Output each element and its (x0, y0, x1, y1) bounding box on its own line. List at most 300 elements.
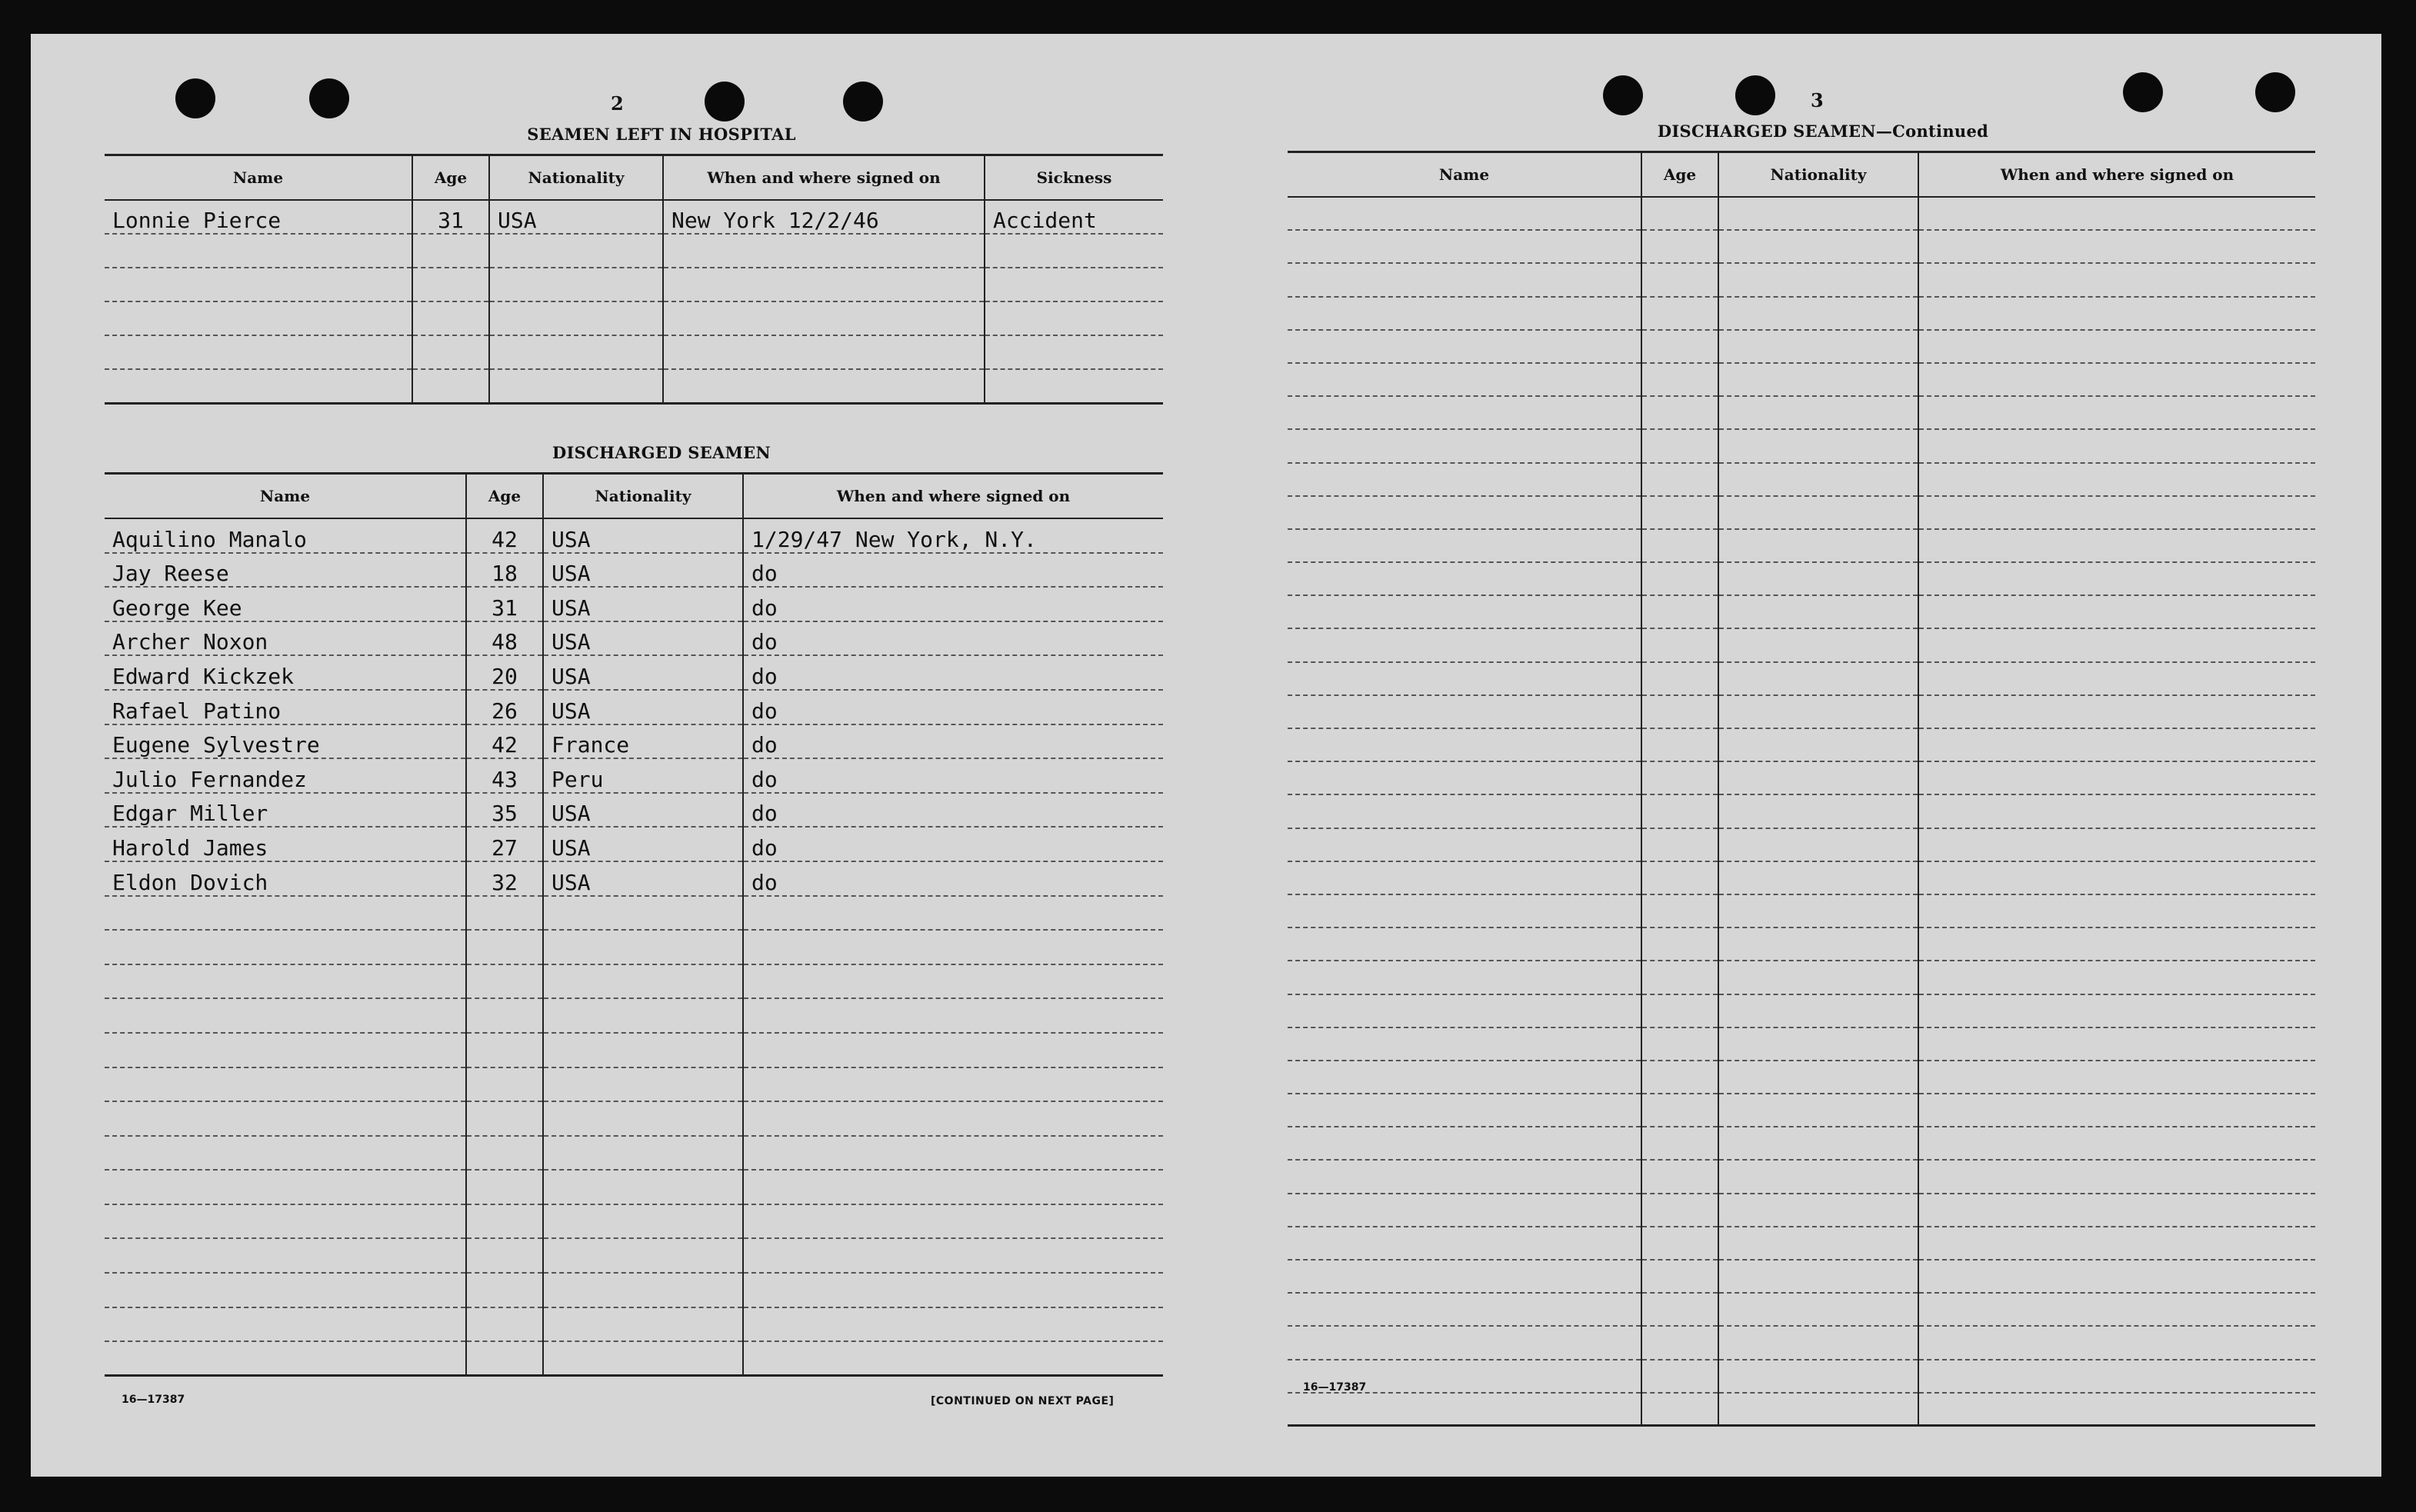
discharged-cell (543, 1101, 743, 1136)
continued-cell (1918, 1360, 2315, 1393)
table-row (105, 861, 1163, 896)
table-row (1288, 1061, 2315, 1094)
discharged-cell (743, 1204, 1163, 1239)
left-page (31, 34, 1185, 1477)
continued-cell (1288, 330, 1641, 363)
continued-cell (1918, 396, 2315, 429)
continued-cell (1918, 197, 2315, 230)
discharged-cell: USA (543, 827, 743, 861)
discharged-cell (466, 1136, 543, 1171)
continued-cell (1718, 463, 1918, 496)
discharged-cell: do (743, 553, 1163, 588)
continued-cell (1718, 396, 1918, 429)
discharged-cell (743, 998, 1163, 1033)
punch-hole (175, 78, 215, 118)
table-row (105, 553, 1163, 588)
discharged-cell: USA (543, 587, 743, 621)
discharged-cell: do (743, 621, 1163, 656)
discharged-cell (543, 1033, 743, 1067)
table-row (1288, 1027, 2315, 1061)
hospital-cell: Lonnie Pierce (105, 200, 412, 234)
table-row (105, 930, 1163, 964)
discharged-cell (105, 998, 466, 1033)
continued-cell (1288, 1094, 1641, 1127)
discharged-cell: 20 (466, 655, 543, 690)
continued-cell (1718, 297, 1918, 330)
continued-cell (1641, 529, 1718, 562)
continued-cell (1718, 1061, 1918, 1094)
discharged-cell: USA (543, 553, 743, 588)
continued-cell (1918, 263, 2315, 296)
continued-cell (1288, 1061, 1641, 1094)
continued-cell (1288, 1160, 1641, 1193)
discharged-cell: do (743, 655, 1163, 690)
continued-cell (1718, 1326, 1918, 1359)
continued-header-row (1288, 152, 2315, 198)
continued-cell (1918, 1061, 2315, 1094)
hospital-cell (412, 234, 489, 268)
discharged-cell (543, 998, 743, 1033)
discharged-cell (466, 1170, 543, 1204)
continued-cell (1641, 928, 1718, 961)
table-row (105, 1101, 1163, 1136)
table-row (1288, 429, 2315, 462)
hospital-cell (105, 301, 412, 335)
discharged-cell: USA (543, 621, 743, 656)
discharged-cell: Eugene Sylvestre (105, 724, 466, 759)
continued-cell (1918, 861, 2315, 894)
table-row (1288, 894, 2315, 928)
discharged-cell: 27 (466, 827, 543, 861)
table-row (105, 1170, 1163, 1204)
page-number: 3 (1811, 89, 1824, 112)
continued-cell (1718, 429, 1918, 462)
continued-cell (1918, 595, 2315, 628)
hospital-cell (489, 234, 663, 268)
continued-cell (1718, 728, 1918, 761)
continued-cell (1288, 1260, 1641, 1293)
continued-cell (1718, 794, 1918, 828)
continued-cell (1641, 1160, 1718, 1193)
hospital-cell (412, 369, 489, 403)
continued-cell (1641, 761, 1718, 794)
discharged-cell (466, 1204, 543, 1239)
table-row (105, 1307, 1163, 1342)
discharged-cell (105, 896, 466, 931)
discharged-cell: 42 (466, 724, 543, 759)
continued-cell (1288, 994, 1641, 1027)
discharged-cell: Harold James (105, 827, 466, 861)
continued-cell (1918, 1260, 2315, 1293)
discharged-cell (743, 896, 1163, 931)
discharged-cell (466, 998, 543, 1033)
punch-hole (1735, 75, 1775, 115)
hospital-cell (985, 234, 1163, 268)
discharged-cell: do (743, 724, 1163, 759)
form-number: 16—17387 (122, 1394, 185, 1406)
continued-cell (1288, 961, 1641, 994)
discharged-cell: do (743, 793, 1163, 828)
continued-cell (1918, 662, 2315, 695)
continued-cell (1641, 1027, 1718, 1061)
continued-cell (1288, 197, 1641, 230)
discharged-cell (105, 964, 466, 999)
continued-cell (1288, 828, 1641, 861)
discharged-cell (105, 1273, 466, 1307)
table-row (105, 964, 1163, 999)
discharged-cell (743, 1238, 1163, 1273)
continued-cell (1288, 595, 1641, 628)
continued-cell (1718, 695, 1918, 728)
discharged-cell (105, 1033, 466, 1067)
continued-cell (1641, 1061, 1718, 1094)
continued-cell (1918, 994, 2315, 1027)
table-row (105, 369, 1163, 403)
table-row (105, 621, 1163, 656)
hospital-cell: Accident (985, 200, 1163, 234)
discharged-cell (466, 896, 543, 931)
continued-header-2: Nationality (1718, 152, 1918, 198)
continued-cell (1718, 1160, 1918, 1193)
discharged-cell: Rafael Patino (105, 690, 466, 724)
continued-cell (1718, 861, 1918, 894)
page-number: 2 (611, 92, 624, 115)
hospital-cell (412, 335, 489, 369)
punch-hole (2255, 72, 2295, 112)
hospital-cell: 31 (412, 200, 489, 234)
hospital-cell (412, 268, 489, 301)
table-row (1288, 628, 2315, 661)
continued-cell (1718, 894, 1918, 928)
title-suffix: —Continued (1875, 122, 1989, 141)
continued-cell (1918, 761, 2315, 794)
discharged-cell: 43 (466, 758, 543, 793)
continued-cell (1918, 894, 2315, 928)
continued-cell (1641, 728, 1718, 761)
discharged-header-row (105, 474, 1163, 519)
discharged-cell (105, 1204, 466, 1239)
continued-cell (1918, 297, 2315, 330)
hospital-header-0: Name (105, 155, 412, 201)
continued-cell (1918, 728, 2315, 761)
continued-cell (1288, 529, 1641, 562)
continued-header-1: Age (1641, 152, 1718, 198)
continued-cell (1288, 496, 1641, 529)
title-main: DISCHARGED SEAMEN (1657, 122, 1876, 141)
hospital-cell (489, 268, 663, 301)
discharged-cell (543, 964, 743, 999)
table-row (105, 1204, 1163, 1239)
continued-cell (1288, 1326, 1641, 1359)
table-row (1288, 1127, 2315, 1160)
discharged-header-0: Name (105, 474, 466, 519)
discharged-header-3: When and where signed on (743, 474, 1163, 519)
table-row (105, 1341, 1163, 1376)
table-row (1288, 197, 2315, 230)
hospital-header-row (105, 155, 1163, 201)
continued-cell (1641, 1094, 1718, 1127)
continued-cell (1718, 529, 1918, 562)
continued-cell (1641, 330, 1718, 363)
continued-cell (1288, 429, 1641, 462)
table-row (1288, 1393, 2315, 1426)
hospital-cell (985, 268, 1163, 301)
table-row (1288, 1094, 2315, 1127)
discharged-cell: do (743, 758, 1163, 793)
discharged-cell (105, 1341, 466, 1376)
discharged-cell (743, 1341, 1163, 1376)
table-row (1288, 1260, 2315, 1293)
discharged-cell: do (743, 861, 1163, 896)
hospital-table (105, 154, 1163, 405)
discharged-cell (743, 1136, 1163, 1171)
hospital-cell (663, 268, 985, 301)
continued-cell (1641, 662, 1718, 695)
discharged-cell: Edgar Miller (105, 793, 466, 828)
hospital-header-3: When and where signed on (663, 155, 985, 201)
continued-cell (1641, 794, 1718, 828)
discharged-cell (543, 930, 743, 964)
table-row (105, 758, 1163, 793)
continued-cell (1288, 1127, 1641, 1160)
discharged-section-title: DISCHARGED SEAMEN (552, 443, 771, 462)
continued-cell (1288, 1027, 1641, 1061)
hospital-cell (663, 335, 985, 369)
hospital-cell (412, 301, 489, 335)
continued-cell (1641, 429, 1718, 462)
continued-cell (1641, 1227, 1718, 1260)
continued-cell (1718, 263, 1918, 296)
table-row (1288, 595, 2315, 628)
continued-cell (1718, 562, 1918, 595)
discharged-cell: USA (543, 861, 743, 896)
continued-cell (1918, 695, 2315, 728)
continued-cell (1718, 496, 1918, 529)
table-row (1288, 994, 2315, 1027)
discharged-cell (466, 1238, 543, 1273)
discharged-cell (105, 1307, 466, 1342)
discharged-cell (543, 1204, 743, 1239)
hospital-cell (663, 234, 985, 268)
discharged-cell: Julio Fernandez (105, 758, 466, 793)
discharged-cell: 42 (466, 518, 543, 553)
continued-cell (1641, 197, 1718, 230)
table-row (1288, 695, 2315, 728)
discharged-table (105, 472, 1163, 1377)
continued-cell (1718, 1227, 1918, 1260)
discharged-cell: Peru (543, 758, 743, 793)
table-row (105, 1033, 1163, 1067)
continued-cell (1641, 861, 1718, 894)
discharged-cell (105, 1067, 466, 1102)
continued-cell (1718, 961, 1918, 994)
table-row (1288, 761, 2315, 794)
continued-cell (1918, 1127, 2315, 1160)
table-row (105, 518, 1163, 553)
continued-cell (1288, 463, 1641, 496)
discharged-cell: do (743, 827, 1163, 861)
table-row (105, 234, 1163, 268)
discharged-cell: Eldon Dovich (105, 861, 466, 896)
punch-hole (843, 82, 883, 122)
discharged-cell: George Kee (105, 587, 466, 621)
scanned-sheet (31, 34, 2381, 1477)
table-row (1288, 396, 2315, 429)
table-row (1288, 928, 2315, 961)
continued-cell (1918, 330, 2315, 363)
continued-cell (1918, 628, 2315, 661)
table-row (1288, 828, 2315, 861)
table-row (105, 1136, 1163, 1171)
continued-cell (1918, 562, 2315, 595)
discharged-cell: France (543, 724, 743, 759)
discharged-cell: USA (543, 793, 743, 828)
table-row (1288, 1293, 2315, 1326)
table-row (105, 268, 1163, 301)
table-row (1288, 794, 2315, 828)
hospital-cell: New York 12/2/46 (663, 200, 985, 234)
continued-cell (1288, 1227, 1641, 1260)
table-row (105, 1067, 1163, 1102)
continued-cell (1718, 1293, 1918, 1326)
continued-cell (1718, 994, 1918, 1027)
continued-cell (1641, 828, 1718, 861)
discharged-cell (543, 1170, 743, 1204)
continued-cell (1918, 1227, 2315, 1260)
discharged-cell (743, 1273, 1163, 1307)
discharged-cell: USA (543, 690, 743, 724)
continued-cell (1718, 363, 1918, 396)
continued-cell (1918, 1094, 2315, 1127)
continued-cell (1288, 1293, 1641, 1326)
hospital-header-1: Age (412, 155, 489, 201)
continued-cell (1918, 928, 2315, 961)
table-row (1288, 1160, 2315, 1193)
hospital-cell (985, 335, 1163, 369)
table-row (105, 998, 1163, 1033)
discharged-continued-table (1288, 151, 2315, 1427)
continued-cell (1918, 529, 2315, 562)
discharged-cell (466, 1033, 543, 1067)
continued-cell (1288, 728, 1641, 761)
discharged-cell: 26 (466, 690, 543, 724)
hospital-cell (105, 335, 412, 369)
hospital-header-4: Sickness (985, 155, 1163, 201)
continued-cell (1918, 1160, 2315, 1193)
continued-cell (1918, 1293, 2315, 1326)
table-row (1288, 861, 2315, 894)
discharged-cell (105, 1238, 466, 1273)
continued-cell (1641, 230, 1718, 263)
continued-cell (1718, 1393, 1918, 1426)
discharged-cell (543, 1273, 743, 1307)
discharged-header-1: Age (466, 474, 543, 519)
continued-cell (1641, 1194, 1718, 1227)
discharged-cell (743, 1170, 1163, 1204)
discharged-cell: Edward Kickzek (105, 655, 466, 690)
continued-cell (1641, 396, 1718, 429)
discharged-cell: USA (543, 518, 743, 553)
hospital-cell (489, 301, 663, 335)
continued-cell (1918, 828, 2315, 861)
discharged-cell (466, 1101, 543, 1136)
discharged-cell (466, 930, 543, 964)
continued-cell (1718, 230, 1918, 263)
punch-hole (1603, 75, 1643, 115)
table-row (1288, 1194, 2315, 1227)
discharged-cell (743, 1101, 1163, 1136)
discharged-cell: 1/29/47 New York, N.Y. (743, 518, 1163, 553)
hospital-section-title: SEAMEN LEFT IN HOSPITAL (527, 125, 796, 144)
discharged-cell (105, 1101, 466, 1136)
discharged-cell (543, 1136, 743, 1171)
discharged-cell (743, 1033, 1163, 1067)
continued-cell (1641, 562, 1718, 595)
discharged-cell (543, 1341, 743, 1376)
hospital-cell (663, 301, 985, 335)
continued-cell (1918, 463, 2315, 496)
continued-cell (1641, 894, 1718, 928)
continued-cell (1288, 628, 1641, 661)
continued-cell (1918, 794, 2315, 828)
continued-cell (1918, 429, 2315, 462)
hospital-cell (105, 268, 412, 301)
discharged-cell (743, 964, 1163, 999)
continued-cell (1288, 928, 1641, 961)
continued-cell (1718, 1260, 1918, 1293)
continued-cell (1918, 496, 2315, 529)
continued-cell (1718, 330, 1918, 363)
hospital-cell (105, 234, 412, 268)
discharged-header-2: Nationality (543, 474, 743, 519)
continued-cell (1288, 1194, 1641, 1227)
table-row (1288, 529, 2315, 562)
continued-cell (1288, 695, 1641, 728)
continued-cell (1918, 1027, 2315, 1061)
continued-cell (1288, 894, 1641, 928)
discharged-cell (543, 1238, 743, 1273)
continued-cell (1288, 297, 1641, 330)
discharged-cell: USA (543, 655, 743, 690)
discharged-cell: 32 (466, 861, 543, 896)
table-row (1288, 297, 2315, 330)
continued-cell (1641, 263, 1718, 296)
discharged-cell (743, 1067, 1163, 1102)
discharged-cell: 48 (466, 621, 543, 656)
continued-cell (1918, 1194, 2315, 1227)
continued-cell (1718, 595, 1918, 628)
table-row (1288, 1326, 2315, 1359)
continued-cell (1641, 363, 1718, 396)
discharged-cell (105, 1170, 466, 1204)
continued-cell (1288, 562, 1641, 595)
continued-cell (1641, 1326, 1718, 1359)
hospital-cell: USA (489, 200, 663, 234)
continued-header-0: Name (1288, 152, 1641, 198)
continued-cell (1718, 1360, 1918, 1393)
continued-cell (1641, 463, 1718, 496)
discharged-cell: Jay Reese (105, 553, 466, 588)
continued-cell (1641, 595, 1718, 628)
table-row (1288, 363, 2315, 396)
discharged-cell (543, 1307, 743, 1342)
table-row (105, 655, 1163, 690)
continued-cell (1641, 496, 1718, 529)
discharged-continued-title (1538, 122, 2108, 141)
hospital-header-2: Nationality (489, 155, 663, 201)
table-row (1288, 230, 2315, 263)
continued-note: [CONTINUED ON NEXT PAGE] (931, 1395, 1115, 1407)
